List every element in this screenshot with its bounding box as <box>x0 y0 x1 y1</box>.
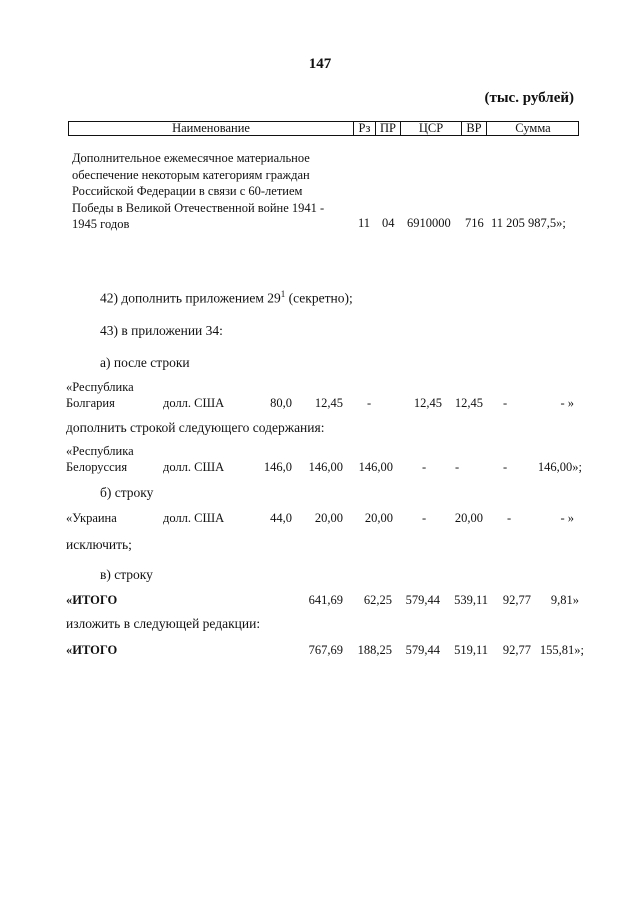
exclude-text: исключить; <box>66 537 132 552</box>
belarus-v4: - <box>422 460 427 474</box>
belarus-v7: 146,00»; <box>537 460 582 474</box>
total-old-v4: 539,11 <box>454 593 488 607</box>
ukraine-v5: 20,00 <box>454 511 483 525</box>
header-sum: Сумма <box>515 121 551 135</box>
header-pr: ПР <box>376 122 401 135</box>
cell-rz: 11 <box>358 216 371 230</box>
header-csr: ЦСР <box>401 122 462 135</box>
total-old-v3: 579,44 <box>405 593 440 607</box>
units-label: (тыс. рублей) <box>484 90 574 106</box>
ukraine-currency: долл. США <box>163 511 225 525</box>
belarus-name-2: Белоруссия <box>66 460 128 474</box>
total-new-v1: 767,69 <box>308 643 343 657</box>
ukraine-v1: 44,0 <box>270 511 292 525</box>
bulgaria-currency: долл. США <box>163 396 225 410</box>
cell-sum: 11 205 987,5»; <box>491 216 566 230</box>
header-rz: Рз <box>354 122 376 135</box>
bulgaria-name-2: Болгария <box>66 396 115 410</box>
cell-vr: 716 <box>465 216 484 230</box>
total-new-v3: 579,44 <box>405 643 440 657</box>
belarus-v6: - <box>503 460 508 474</box>
desc-line: обеспечение некоторым категориям граждан <box>72 167 310 182</box>
item-42-tail: (секретно); <box>285 290 353 306</box>
ukraine-v2: 20,00 <box>314 511 343 525</box>
sub-v: в) строку <box>100 567 153 582</box>
ukraine-v7: - » <box>560 511 574 525</box>
cell-csr: 6910000 <box>407 216 451 230</box>
bulgaria-v1: 80,0 <box>270 396 292 410</box>
total-old-v1: 641,69 <box>308 593 343 607</box>
belarus-v5: - <box>455 460 460 474</box>
total-old-name: «ИТОГО <box>66 593 118 607</box>
bulgaria-v6: - <box>503 396 508 410</box>
sub-b: б) строку <box>100 485 154 500</box>
desc-line: Российской Федерации в связи с 60-летием <box>72 184 303 198</box>
ukraine-v6: - <box>507 511 512 525</box>
belarus-currency: долл. США <box>163 460 225 474</box>
table-header <box>68 121 579 136</box>
total-new-v2: 188,25 <box>357 643 392 657</box>
total-new-v5: 92,77 <box>502 643 531 657</box>
add-line: дополнить строкой следующего содержания: <box>66 420 325 435</box>
desc-line: Победы в Великой Отечественной войне 1941 - <box>72 200 325 215</box>
item-43: 43) в приложении 34: <box>100 323 223 338</box>
header-name: Наименование <box>69 122 354 135</box>
bulgaria-v7: - » <box>560 396 574 410</box>
ukraine-name: «Украина <box>66 511 117 525</box>
item-42-text: 42) дополнить приложением 29 <box>100 290 281 306</box>
row-description <box>72 150 372 233</box>
belarus-v2: 146,00 <box>308 460 343 474</box>
header-vr: ВР <box>462 122 487 135</box>
bulgaria-v4: 12,45 <box>413 396 442 410</box>
total-old-v2: 62,25 <box>363 593 392 607</box>
total-new-v6: 155,81»; <box>539 643 584 657</box>
cell-pr: 04 <box>382 216 395 230</box>
bulgaria-name-1: «Республика <box>66 380 134 394</box>
belarus-v3: 146,00 <box>358 460 393 474</box>
bulgaria-v3: - <box>367 396 372 410</box>
total-new-v4: 519,11 <box>454 643 488 657</box>
bulgaria-v5: 12,45 <box>454 396 483 410</box>
total-old-v5: 92,77 <box>502 593 531 607</box>
item-42-sup: 1 <box>280 289 286 299</box>
bulgaria-v2: 12,45 <box>314 396 343 410</box>
page-number: 147 <box>308 56 332 72</box>
total-old-v6: 9,81» <box>550 593 579 607</box>
desc-line: 1945 годов <box>72 217 130 231</box>
item-42 <box>100 289 353 307</box>
ukraine-v4: - <box>422 511 427 525</box>
desc-line: Дополнительное ежемесячное материальное <box>72 151 310 165</box>
restate-text: изложить в следующей редакции: <box>66 616 261 631</box>
belarus-v1: 146,0 <box>263 460 292 474</box>
ukraine-v3: 20,00 <box>364 511 393 525</box>
total-new-name: «ИТОГО <box>66 643 118 657</box>
sub-a: а) после строки <box>100 355 190 370</box>
belarus-name-1: «Республика <box>66 444 134 458</box>
